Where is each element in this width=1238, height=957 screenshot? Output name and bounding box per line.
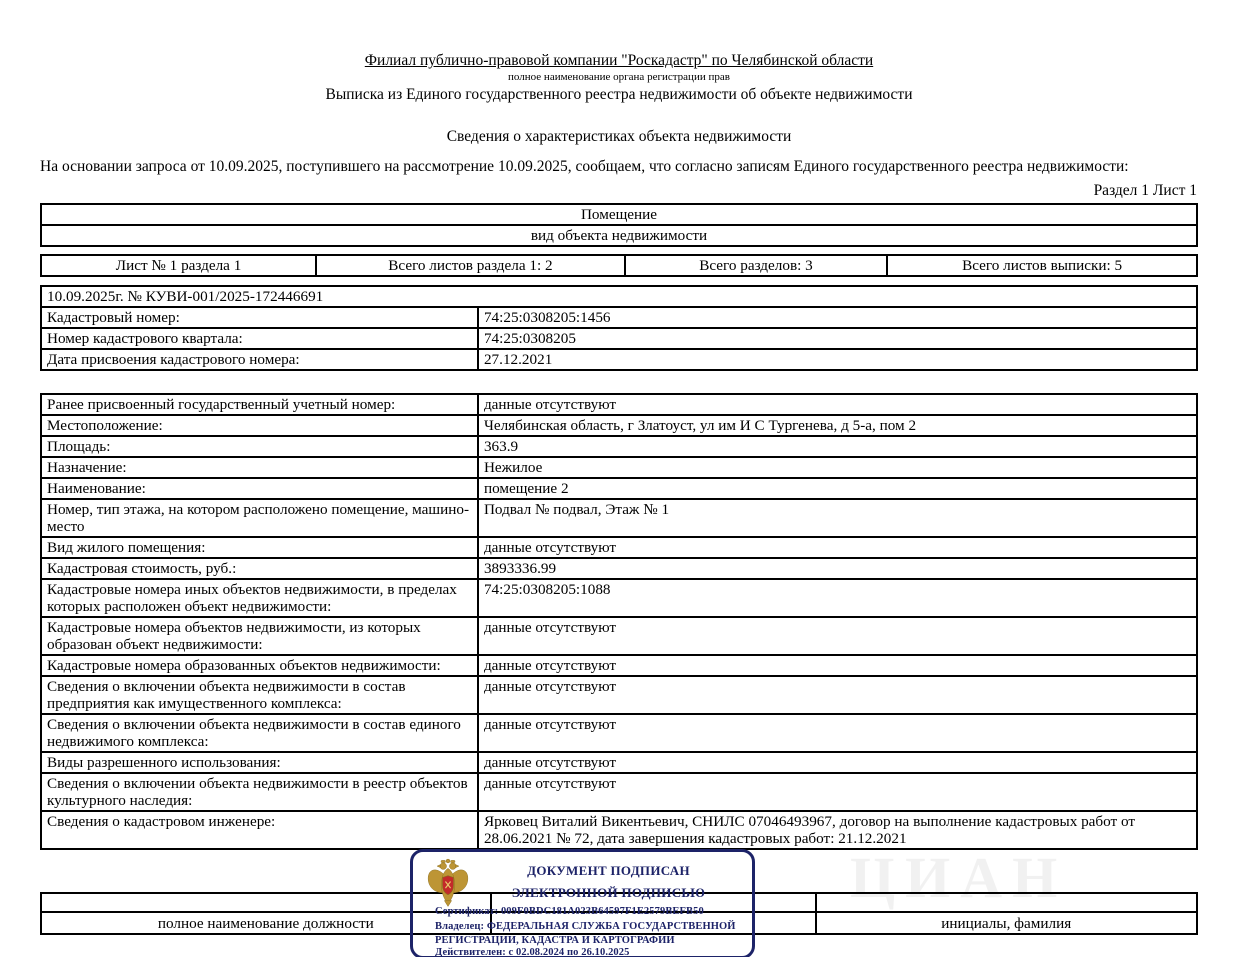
registration-table bbox=[40, 285, 1198, 371]
object-kind-value: Помещение bbox=[41, 204, 1197, 225]
stamp-owner-line1: Владелец: ФЕДЕРАЛЬНАЯ СЛУЖБА ГОСУДАРСТВЕННОЙ bbox=[435, 921, 736, 932]
stamp-validity-line: Действителен: с 02.08.2024 по 26.10.2025 bbox=[435, 947, 630, 957]
row-value: данные отсутствуют bbox=[478, 773, 1197, 811]
section-title: Сведения о характеристиках объекта недвижимости bbox=[446, 128, 792, 145]
extract-sheets-total-cell: Всего листов выписки: 5 bbox=[887, 255, 1197, 276]
row-label: Номер, тип этажа, на котором расположено помещение, машино-место bbox=[41, 499, 478, 537]
request-number: 10.09.2025г. № КУВИ-001/2025-172446691 bbox=[41, 286, 1197, 307]
name-caption: инициалы, фамилия bbox=[816, 912, 1198, 934]
row-value: 363.9 bbox=[478, 436, 1197, 457]
stamp-title-line1: ДОКУМЕНТ ПОДПИСАН bbox=[527, 863, 690, 878]
row-value: данные отсутствуют bbox=[478, 537, 1197, 558]
row-label: Кадастровый номер: bbox=[41, 307, 478, 328]
signature-block bbox=[0, 845, 1238, 957]
row-value: 27.12.2021 bbox=[478, 349, 1197, 370]
section-sheet-label: Раздел 1 Лист 1 bbox=[1093, 182, 1197, 199]
table-row bbox=[41, 579, 1197, 617]
stamp-owner-line2: РЕГИСТРАЦИИ, КАДАСТРА И КАРТОГРАФИИ bbox=[435, 935, 675, 946]
row-value: Подвал № подвал, Этаж № 1 bbox=[478, 499, 1197, 537]
row-value: Ярковец Виталий Викентьевич, СНИЛС 07046493967, договор на выполнение кадастровых работ от 28.06.2021 № 72, дата завершения кадастровых работ: 21.12.2021 bbox=[478, 811, 1197, 849]
row-value: данные отсутствуют bbox=[478, 617, 1197, 655]
table-row bbox=[41, 655, 1197, 676]
registry-org-name: Филиал публично-правовой компании "Роскадастр" по Челябинской области bbox=[364, 52, 874, 69]
table-row bbox=[41, 328, 1197, 349]
row-value: 3893336.99 bbox=[478, 558, 1197, 579]
row-label: Сведения о кадастровом инженере: bbox=[41, 811, 478, 849]
registry-org-caption: полное наименование органа регистрации прав bbox=[508, 71, 730, 83]
row-value: данные отсутствуют bbox=[478, 394, 1197, 415]
row-label: Кадастровая стоимость, руб.: bbox=[41, 558, 478, 579]
row-value: данные отсутствуют bbox=[478, 676, 1197, 714]
stamp-certificate-line: Сертификат: 009F0BDC181A023B64597F1E2579BEFB50 bbox=[435, 906, 704, 917]
row-label: Сведения о включении объекта недвижимости в реестр объектов культурного наследия: bbox=[41, 773, 478, 811]
row-value: данные отсутствуют bbox=[478, 655, 1197, 676]
sheet-number-cell: Лист № 1 раздела 1 bbox=[41, 255, 316, 276]
table-row bbox=[41, 752, 1197, 773]
table-row bbox=[41, 457, 1197, 478]
table-row bbox=[41, 436, 1197, 457]
section-sheets-total-cell: Всего листов раздела 1: 2 bbox=[316, 255, 625, 276]
table-row bbox=[41, 537, 1197, 558]
row-label: Дата присвоения кадастрового номера: bbox=[41, 349, 478, 370]
site-watermark: ЦИАН bbox=[850, 845, 1068, 910]
stamp-title-line2: ЭЛЕКТРОННОЙ ПОДПИСЬЮ bbox=[511, 885, 706, 900]
table-row bbox=[41, 394, 1197, 415]
row-label: Наименование: bbox=[41, 478, 478, 499]
row-label: Кадастровые номера иных объектов недвижимости, в пределах которых расположен объект недвижимости: bbox=[41, 579, 478, 617]
table-row bbox=[41, 617, 1197, 655]
table-row bbox=[41, 286, 1197, 307]
request-statement: На основании запроса от 10.09.2025, поступившего на рассмотрение 10.09.2025, сообщаем, что согласно записям Единого государственного реестра недвижимости: bbox=[40, 158, 1129, 175]
table-row bbox=[41, 558, 1197, 579]
row-value: данные отсутствуют bbox=[478, 714, 1197, 752]
row-label: Ранее присвоенный государственный учетный номер: bbox=[41, 394, 478, 415]
row-label: Назначение: bbox=[41, 457, 478, 478]
table-row bbox=[41, 349, 1197, 370]
row-label: Сведения о включении объекта недвижимости в состав предприятия как имущественного комплекса: bbox=[41, 676, 478, 714]
row-value: Нежилое bbox=[478, 457, 1197, 478]
row-value: 74:25:0308205 bbox=[478, 328, 1197, 349]
row-label: Сведения о включении объекта недвижимости в состав единого недвижимого комплекса: bbox=[41, 714, 478, 752]
row-value: помещение 2 bbox=[478, 478, 1197, 499]
object-kind-table bbox=[40, 203, 1198, 247]
table-row bbox=[41, 714, 1197, 752]
table-row bbox=[41, 225, 1197, 246]
row-label: Площадь: bbox=[41, 436, 478, 457]
table-row bbox=[41, 255, 1197, 276]
row-value: 74:25:0308205:1456 bbox=[478, 307, 1197, 328]
sections-total-cell: Всего разделов: 3 bbox=[625, 255, 887, 276]
row-value: Челябинская область, г Златоуст, ул им И С Тургенева, д 5-а, пом 2 bbox=[478, 415, 1197, 436]
table-row bbox=[41, 773, 1197, 811]
row-label: Виды разрешенного использования: bbox=[41, 752, 478, 773]
object-kind-caption: вид объекта недвижимости bbox=[41, 225, 1197, 246]
document-title: Выписка из Единого государственного реестра недвижимости об объекте недвижимости bbox=[325, 86, 913, 103]
table-row bbox=[41, 676, 1197, 714]
table-row bbox=[41, 499, 1197, 537]
row-label: Местоположение: bbox=[41, 415, 478, 436]
sheet-counters-table bbox=[40, 254, 1198, 277]
rosreestr-eagle-emblem-icon bbox=[426, 857, 470, 909]
row-value: данные отсутствуют bbox=[478, 752, 1197, 773]
row-label: Вид жилого помещения: bbox=[41, 537, 478, 558]
row-value: 74:25:0308205:1088 bbox=[478, 579, 1197, 617]
table-row bbox=[41, 204, 1197, 225]
position-caption: полное наименование должности bbox=[41, 912, 491, 934]
row-label: Номер кадастрового квартала: bbox=[41, 328, 478, 349]
digital-signature-stamp bbox=[410, 849, 755, 957]
row-label: Кадастровые номера образованных объектов недвижимости: bbox=[41, 655, 478, 676]
row-label: Кадастровые номера объектов недвижимости, из которых образован объект недвижимости: bbox=[41, 617, 478, 655]
object-details-table bbox=[40, 393, 1198, 850]
table-row bbox=[41, 415, 1197, 436]
table-row bbox=[41, 478, 1197, 499]
table-row bbox=[41, 307, 1197, 328]
